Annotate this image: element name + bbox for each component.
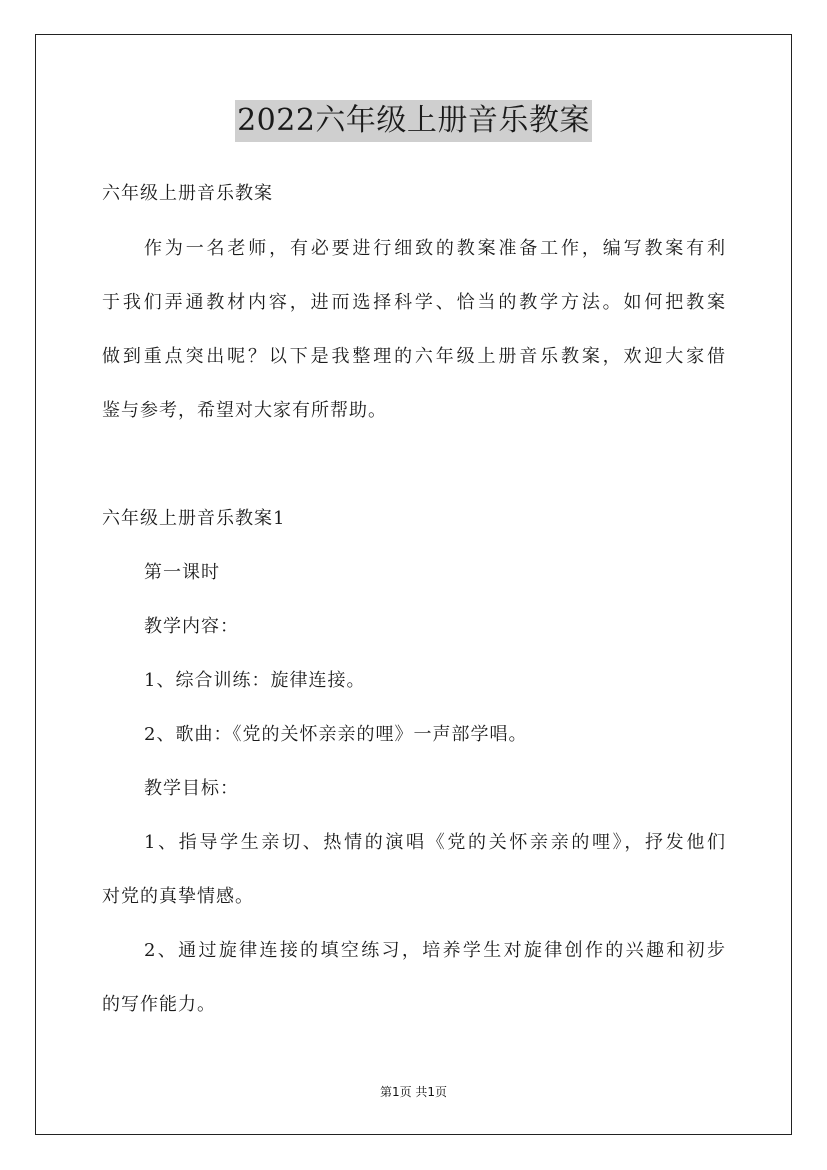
paragraph-line: 作为一名老师，有必要进行细致的教案准备工作，编写教案有利 [144,238,726,259]
page-footer: 第1页 共1页 [379,1085,448,1099]
section-heading: 六年级上册音乐教案1 [102,508,286,529]
paragraph-line: 鉴与参考，希望对大家有所帮助。 [102,400,387,421]
objective-line: 的写作能力。 [102,994,216,1015]
objectives-heading: 教学目标： [144,778,239,799]
paragraph-line: 做到重点突出呢？以下是我整理的六年级上册音乐教案，欢迎大家借 [102,346,726,367]
objective-line: 2、通过旋律连接的填空练习，培养学生对旋律创作的兴趣和初步 [144,940,726,961]
title-container [0,100,827,142]
paragraph-line: 于我们弄通教材内容，进而选择科学、恰当的教学方法。如何把教案 [102,292,726,313]
content-heading: 教学内容： [144,616,239,637]
subtitle-line: 六年级上册音乐教案 [102,183,273,204]
objective-line: 1、指导学生亲切、热情的演唱《党的关怀亲亲的哩》，抒发他们 [144,832,726,853]
content-item: 1、综合训练：旋律连接。 [144,670,366,691]
content-item: 2、歌曲：《党的关怀亲亲的哩》一声部学唱。 [144,724,528,745]
objective-line: 对党的真挚情感。 [102,886,254,907]
lesson-label: 第一课时 [144,562,220,583]
document-title: 2022六年级上册音乐教案 [235,100,592,142]
